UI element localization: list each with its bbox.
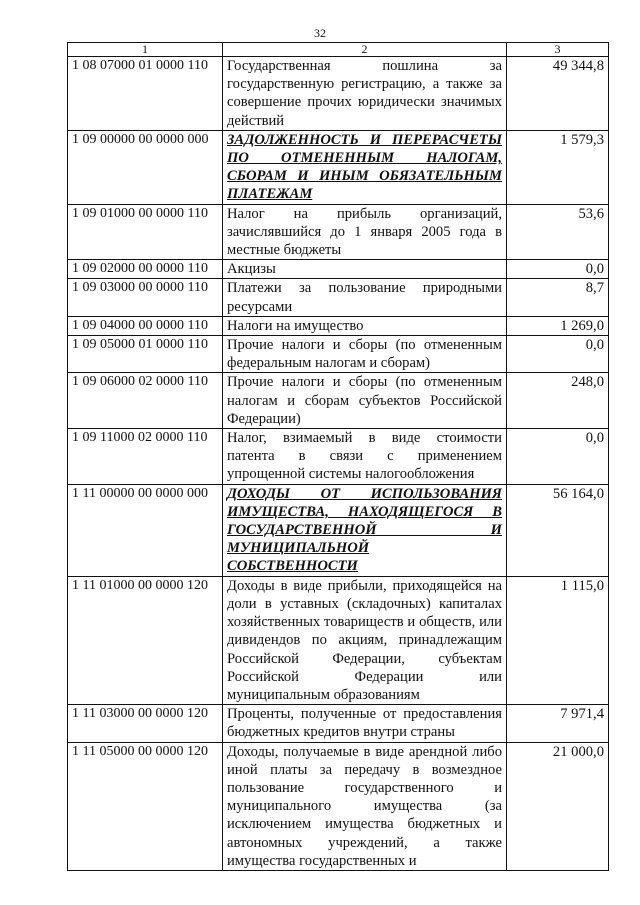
budget-code-cell: 1 11 03000 00 0000 120: [68, 705, 223, 742]
column-header-name: 2: [223, 43, 507, 57]
revenue-name-cell: Прочие налоги и сборы (по отмененным федеральным налогам и сборам): [223, 336, 507, 373]
revenue-table: [67, 42, 609, 871]
amount-cell: 1 269,0: [507, 316, 609, 335]
table-row: [68, 130, 609, 204]
column-header-code: 1: [68, 43, 223, 57]
section-heading-cell: [223, 130, 507, 204]
revenue-name-cell: Налог на прибыль организаций, зачислявшийся до 1 января 2005 года в местные бюджеты: [223, 204, 507, 260]
budget-code-cell: 1 09 06000 02 0000 110: [68, 373, 223, 429]
budget-code-cell: 1 09 00000 00 0000 000: [68, 130, 223, 204]
table-header-row: [68, 43, 609, 57]
budget-code-cell: 1 09 11000 02 0000 110: [68, 429, 223, 485]
section-heading-text: ЗАДОЛЖЕННОСТЬ И ПЕРЕРАСЧЕТЫ ПО ОТМЕНЕННЫМ НАЛОГАМ, СБОРАМ И ИНЫМ ОБЯЗАТЕЛЬНЫМ ПЛАТЕЖАМ: [227, 131, 502, 203]
table-row: [68, 429, 609, 485]
budget-code-cell: 1 09 05000 01 0000 110: [68, 336, 223, 373]
revenue-name-cell: Государственная пошлина за государственную регистрацию, а также за совершение прочих юридически значимых действий: [223, 57, 507, 131]
amount-cell: 0,0: [507, 336, 609, 373]
revenue-name-cell: Налоги на имущество: [223, 316, 507, 335]
amount-cell: 1 115,0: [507, 576, 609, 704]
amount-cell: 53,6: [507, 204, 609, 260]
column-header-amount: 3: [507, 43, 609, 57]
budget-code-cell: 1 11 01000 00 0000 120: [68, 576, 223, 704]
table-row: [68, 742, 609, 870]
revenue-name-cell: Платежи за пользование природными ресурсами: [223, 279, 507, 316]
revenue-name-cell: Доходы, получаемые в виде арендной либо иной платы за передачу в возмездное пользование государственного и муниципального имущества (за исключением имущества бюджетных и автономных учреждений, а также имущества государственных и: [223, 742, 507, 870]
budget-code-cell: 1 08 07000 01 0000 110: [68, 57, 223, 131]
revenue-name-cell: Проценты, полученные от предоставления бюджетных кредитов внутри страны: [223, 705, 507, 742]
budget-code-cell: 1 11 05000 00 0000 120: [68, 742, 223, 870]
revenue-name-cell: Налог, взимаемый в виде стоимости патента в связи с применением упрощенной системы налогообложения: [223, 429, 507, 485]
revenue-name-cell: Акцизы: [223, 260, 507, 279]
amount-cell: 0,0: [507, 429, 609, 485]
amount-cell: 8,7: [507, 279, 609, 316]
section-heading-text: ДОХОДЫ ОТ ИСПОЛЬЗОВАНИЯ ИМУЩЕСТВА, НАХОДЯЩЕГОСЯ В ГОСУДАРСТВЕННОЙ И МУНИЦИПАЛЬНОЙ СОБСТВЕННОСТИ: [227, 485, 502, 575]
budget-code-cell: 1 09 02000 00 0000 110: [68, 260, 223, 279]
amount-cell: 21 000,0: [507, 742, 609, 870]
budget-code-cell: 1 09 03000 00 0000 110: [68, 279, 223, 316]
budget-code-cell: 1 09 01000 00 0000 110: [68, 204, 223, 260]
table-row: [68, 57, 609, 131]
table-row: [68, 204, 609, 260]
amount-cell: 1 579,3: [507, 130, 609, 204]
table-row: [68, 484, 609, 576]
section-heading-cell: [223, 484, 507, 576]
amount-cell: 0,0: [507, 260, 609, 279]
revenue-name-cell: Прочие налоги и сборы (по отмененным налогам и сборам субъектов Российской Федерации): [223, 373, 507, 429]
amount-cell: 56 164,0: [507, 484, 609, 576]
page-number: 32: [314, 26, 326, 40]
revenue-name-cell: Доходы в виде прибыли, приходящейся на доли в уставных (складочных) капиталах хозяйственных товариществ и обществ, или дивидендов по акциям, принадлежащим Российской Федерации, субъектам Российской Федерации или муниципальным образованиям: [223, 576, 507, 704]
table-row: [68, 336, 609, 373]
table-row: [68, 316, 609, 335]
budget-code-cell: 1 11 00000 00 0000 000: [68, 484, 223, 576]
amount-cell: 7 971,4: [507, 705, 609, 742]
table-row: [68, 373, 609, 429]
table-row: [68, 279, 609, 316]
budget-code-cell: 1 09 04000 00 0000 110: [68, 316, 223, 335]
amount-cell: 248,0: [507, 373, 609, 429]
amount-cell: 49 344,8: [507, 57, 609, 131]
table-row: [68, 260, 609, 279]
table-row: [68, 576, 609, 704]
table-row: [68, 705, 609, 742]
